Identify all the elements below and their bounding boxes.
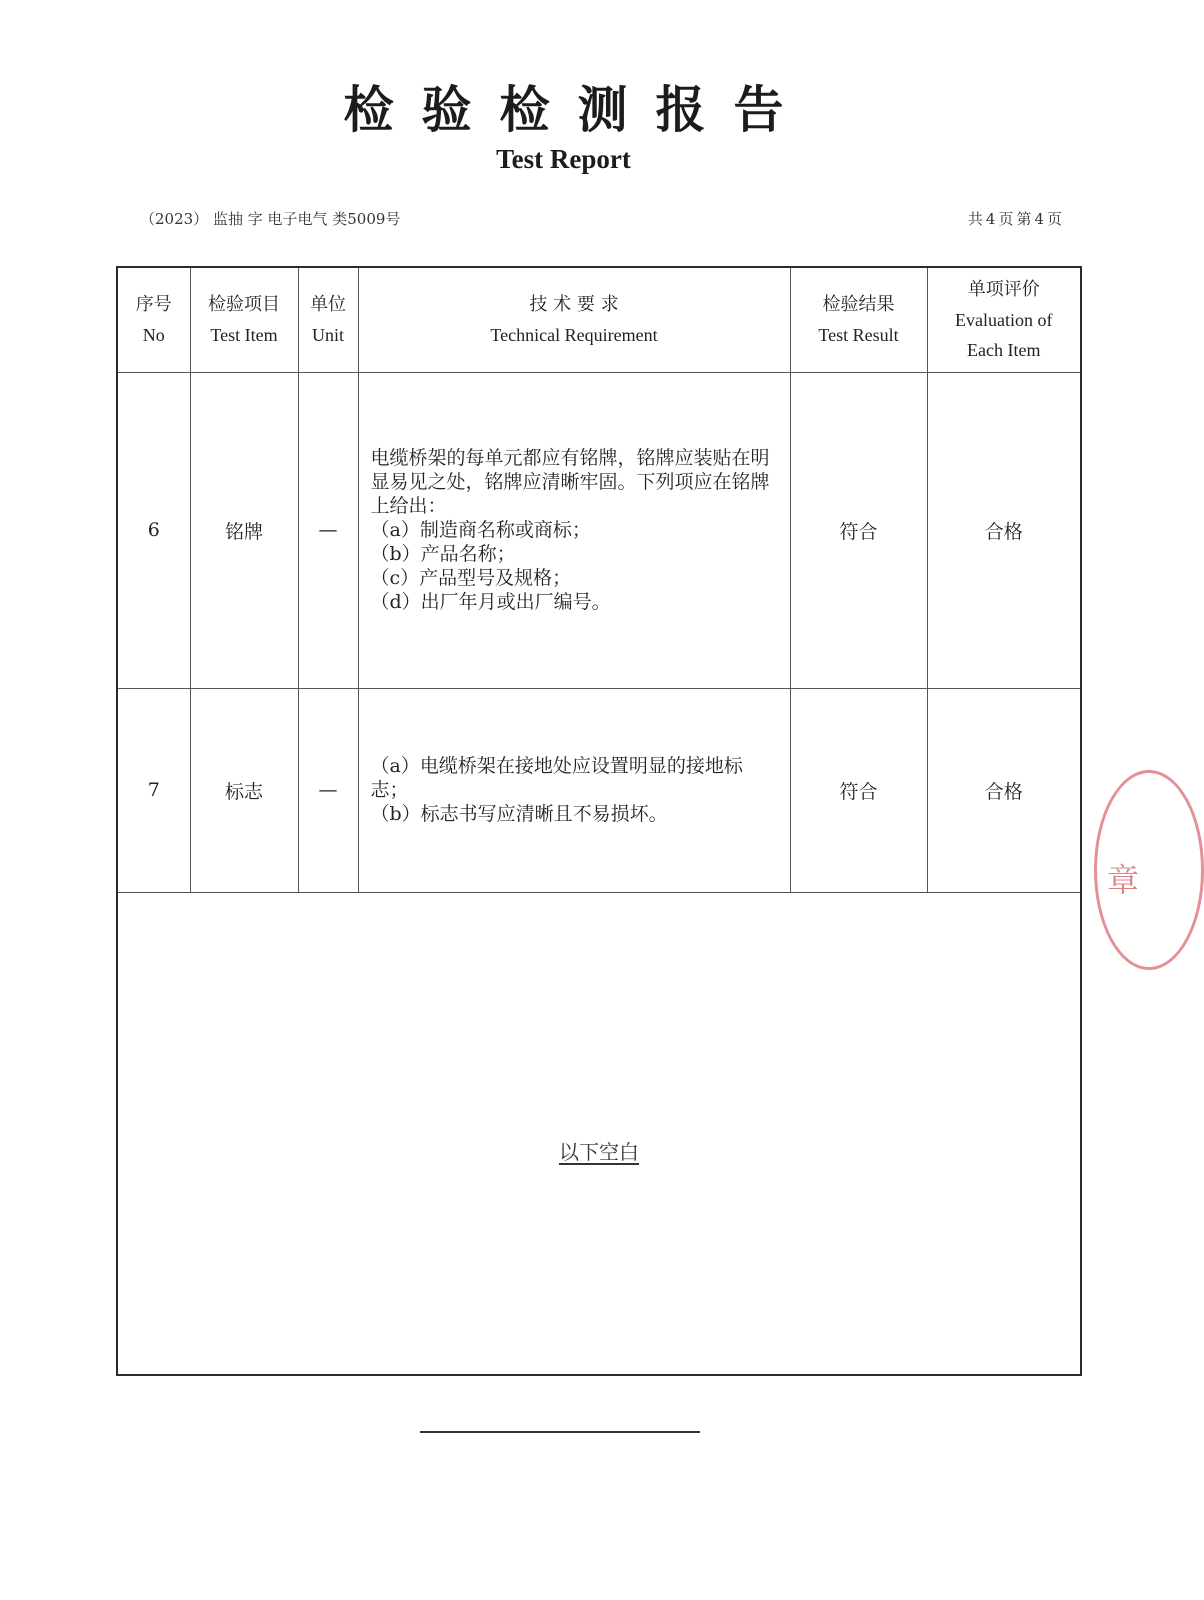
report-title-en: Test Report (496, 144, 631, 174)
requirement-line: （d）出厂年月或出厂编号。 (370, 591, 611, 613)
report-table-frame (116, 266, 1082, 1376)
requirement-line: （a）电缆桥架在接地处应设置明显的接地标志； (370, 755, 743, 801)
requirement-line: （b）标志书写应清晰且不易损坏。 (370, 803, 668, 825)
report-table (118, 268, 1080, 893)
header-evaluation: 单项评价 Evaluation of Each Item (927, 268, 1080, 372)
header-no: 序号 No (118, 268, 190, 372)
report-title-cn: 检验检测报告 (343, 80, 812, 139)
row-technical-requirement (358, 372, 790, 688)
official-seal (1094, 770, 1204, 970)
row-no: 7 (118, 688, 190, 892)
requirement-line: （b）产品名称； (370, 543, 516, 565)
requirement-line: （c）产品型号及规格； (370, 567, 572, 589)
header-technical-requirement: 技 术 要 求 Technical Requirement (358, 268, 790, 372)
row-evaluation: 合格 (927, 372, 1080, 688)
page-number: 共4页第4页 (967, 210, 1065, 228)
requirement-line: 显易见之处，铭牌应清晰牢固。下列项应在铭牌 (370, 471, 770, 493)
header-unit: 单位 Unit (298, 268, 358, 372)
row-evaluation: 合格 (927, 688, 1080, 892)
table-row (118, 372, 1080, 688)
document-number: （2023） 监抽 字 电子电气 类5009号 (140, 210, 401, 228)
row-test-item: 标志 (190, 688, 298, 892)
row-technical-requirement (358, 688, 790, 892)
table-header-row (118, 268, 1080, 372)
header-test-result: 检验结果 Test Result (790, 268, 927, 372)
requirement-line: 电缆桥架的每单元都应有铭牌，铭牌应装贴在明 (370, 447, 770, 469)
bottom-rule (420, 1431, 700, 1433)
seal-char: 章 (1107, 861, 1140, 899)
row-test-result: 符合 (790, 688, 927, 892)
header-test-item: 检验项目 Test Item (190, 268, 298, 372)
row-unit: — (298, 688, 358, 892)
row-test-result: 符合 (790, 372, 927, 688)
table-row (118, 688, 1080, 892)
row-unit: — (298, 372, 358, 688)
row-test-item: 铭牌 (190, 372, 298, 688)
blank-below-note (118, 1136, 1080, 1165)
blank-below-text: 以下空白 (559, 1140, 639, 1164)
requirement-line: （a）制造商名称或商标； (370, 519, 591, 541)
requirement-line: 上给出： (370, 495, 447, 517)
row-no: 6 (118, 372, 190, 688)
